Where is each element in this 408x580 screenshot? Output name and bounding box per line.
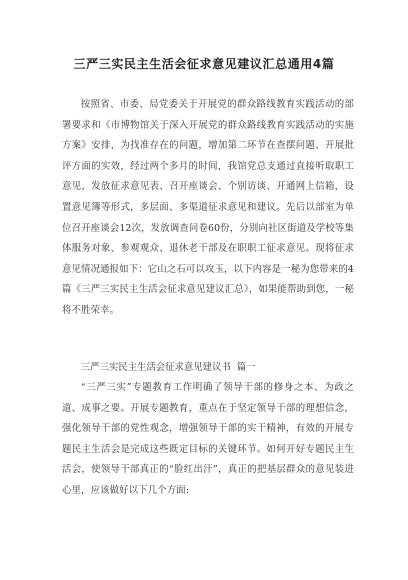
document-title: 三严三实民主生活会征求意见建议汇总通用4篇: [73, 57, 335, 71]
section-paragraph: “三严三实”专题教育工作明确了领导干部的修身之本、为政之道、成事之要。开展专题教育，重点在于坚定领导干部的理想信念，强化领导干部的党性观念，增强领导干部的实干精神，有效的开展专题民主生活会是完成这些既定目标的关键环节。如何开好专题民主生活会，使领导干部真正的“脸红出汗”，真正的把基层群众的意见装进心里，应该做好以下几个方面:: [62, 382, 354, 496]
intro-paragraph: 按照省、市委、局党委关于开展党的群众路线教育实践活动的部署要求和《市博物馆关于深入开展党的群众路线教育实践活动的实施方案》安排，为找准存在的问题，增加第二环节在查摆问题、开展批评方面的实效，经过两个多月的时间，我馆党总支通过直接听取职工意见，发放征求意见表、召开座谈会、个别访谈、开通网上信箱，设置意见簿等形式，多层面、多渠道征求意见和建议。先后以部室为单位召开座谈会12次，发放调查问卷60份，分别向社区街道及学校等集体服务对象、参观观众、退休老干部及在职职工征求意见。现将征求意见情况通报如下：它山之石可以攻玉，以下内容是一秘为您带来的4篇《三严三实民主生活会征求意见建议汇总》，如果能帮助到您，一秘将不胜荣幸。: [62, 99, 354, 316]
section-heading: 三严三实民主生活会征求意见建议书 篇一: [80, 362, 256, 373]
